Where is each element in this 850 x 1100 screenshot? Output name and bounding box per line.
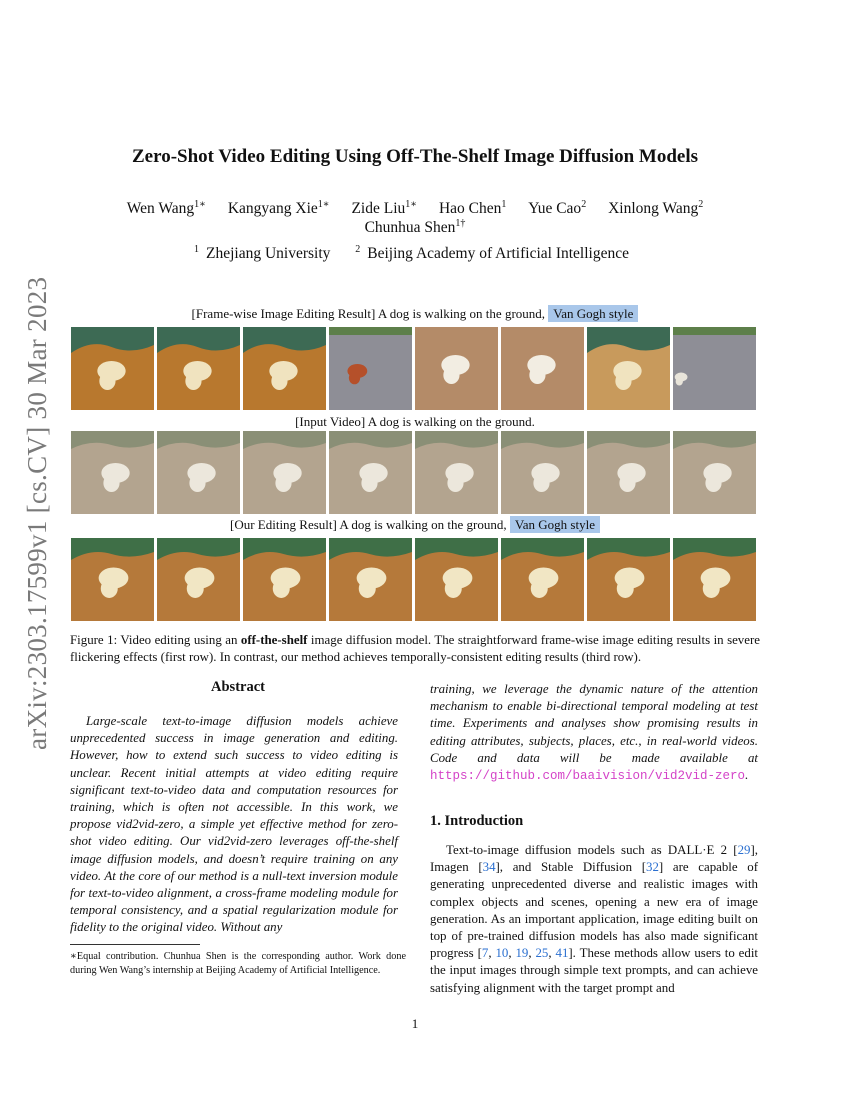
introduction-heading: 1. Introduction [430, 813, 524, 829]
affiliation: $^1$ Zhejiang University [194, 243, 331, 262]
citation-link[interactable]: 25 [535, 946, 549, 961]
video-frame-image [587, 431, 670, 514]
author-line-1 [0, 200, 830, 218]
style-highlight: Van Gogh style [548, 305, 638, 322]
code-link[interactable]: https://github.com/baaivision/vid2vid-zero [430, 769, 746, 784]
author: Yue Cao$^2$ [528, 198, 587, 217]
author: Hao Chen$^1$ [438, 198, 507, 217]
video-frame-image [587, 538, 670, 621]
footnote-rule [70, 944, 200, 945]
video-frame-image [673, 431, 756, 514]
author: Zide Liu$^{1∗}$ [351, 198, 418, 217]
figure-caption: Figure 1: Video editing using an off-the-shelf image diffusion model. The straightforward frame-wise image editing results in severe flickering effects (first row). In contrast, our method achieves temporally-consistent editing results (third row). [70, 633, 760, 664]
abstract-heading: Abstract [211, 679, 265, 695]
style-highlight: Van Gogh style [510, 516, 600, 533]
video-frame-image [71, 327, 154, 410]
video-frame-image [501, 431, 584, 514]
author: Kangyang Xie$^{1∗}$ [227, 198, 330, 217]
video-frame-image [243, 538, 326, 621]
citation-link[interactable]: 32 [646, 860, 659, 875]
affiliations [0, 245, 830, 263]
video-frame-image [157, 327, 240, 410]
abstract-continued: training, we leverage the dynamic nature of the attention mechanism to enable bi-directional temporal modeling at test time. Experiments and analyses show promising results in editing attributes, subjects, places, etc., in real-world videos. Code and data will be made available at https://github.com/baaivision/vid2vid-zero. [430, 682, 758, 784]
figure-row2-frames [71, 431, 756, 514]
video-frame-image [415, 538, 498, 621]
video-frame-image [587, 327, 670, 410]
abstract-body: Large-scale text-to-image diffusion models achieve unprecedented success in image generation and editing. However, how to extend such success to video editing is unclear. Recent initial attempts at video editing require significant text-to-video data and computation resources for training, which is often not accessible. In this work, we propose vid2vid-zero, a simple yet effective method for zero-shot video editing. Our vid2vid-zero leverages off-the-shelf image diffusion models, and doesn’t require training on any video. At the core of our method is a null-text inversion module for text-to-video alignment, a cross-frame modeling module for temporal consistency, and a spatial regularization module for fidelity to the original video. Without any [70, 714, 398, 935]
figure-row3-caption: [Our Editing Result] A dog is walking on the ground, Van Gogh style [0, 517, 830, 533]
arxiv-sidebar-id: arXiv:2303.17599v1 [cs.CV] 30 Mar 2023 [22, 276, 52, 750]
video-frame-image [673, 538, 756, 621]
author: Xinlong Wang$^2$ [608, 198, 704, 217]
video-frame-image [329, 431, 412, 514]
figure-row3-frames [71, 538, 756, 621]
video-frame-image [243, 327, 326, 410]
figure-row1-frames [71, 327, 756, 410]
author-line-2 [0, 219, 830, 237]
citation-link[interactable]: 29 [737, 843, 751, 857]
page-number: 1 [411, 1016, 419, 1031]
paper-title: Zero-Shot Video Editing Using Off-The-Shelf Image Diffusion Models [132, 146, 698, 167]
citation-link[interactable]: 10 [495, 946, 509, 961]
introduction-body: Text-to-image diffusion models such as DALL·E 2 [29], Imagen [34], and Stable Diffusion [32] are capable of generating unprecedented diverse and realistic images with complex objects and scenes, opening a new era of image generation. As an important application, image editing built on top of pre-trained diffusion models has also made significant progress [7, 10, 19, 25, 41]. These methods allow users to edit the input images through simple text prompts, and can achieve satisfying alignment with the target prompt and [430, 843, 759, 995]
video-frame-image [501, 538, 584, 621]
video-frame-image [329, 538, 412, 621]
video-frame-image [157, 431, 240, 514]
video-frame-image [243, 431, 326, 514]
figure-row2-caption: [Input Video] A dog is walking on the ground. [295, 414, 535, 429]
video-frame-image [157, 538, 240, 621]
video-frame-image [71, 431, 154, 514]
video-frame-image [71, 538, 154, 621]
affiliation: $^2$ Beijing Academy of Artificial Intelligence [355, 243, 629, 262]
author: Wen Wang$^{1∗}$ [126, 198, 206, 217]
video-frame-image [415, 431, 498, 514]
video-frame-image [501, 327, 584, 410]
citation-link[interactable]: 19 [515, 946, 529, 961]
author: Chunhua Shen$^{1\dagger}$ [364, 217, 466, 236]
video-frame-image [329, 327, 412, 410]
citation-link[interactable]: 41 [555, 946, 569, 961]
figure-row1-caption: [Frame-wise Image Editing Result] A dog is walking on the ground, Van Gogh style [0, 306, 830, 322]
video-frame-image [415, 327, 498, 410]
citation-link[interactable]: 34 [482, 860, 496, 875]
citation-link[interactable]: 7 [481, 946, 489, 961]
video-frame-image [673, 327, 756, 410]
footnote: ∗Equal contribution. Chunhua Shen is the corresponding author. Work done during Wen Wang’s internship at Beijing Academy of Artificial Intelligence. [70, 951, 406, 976]
